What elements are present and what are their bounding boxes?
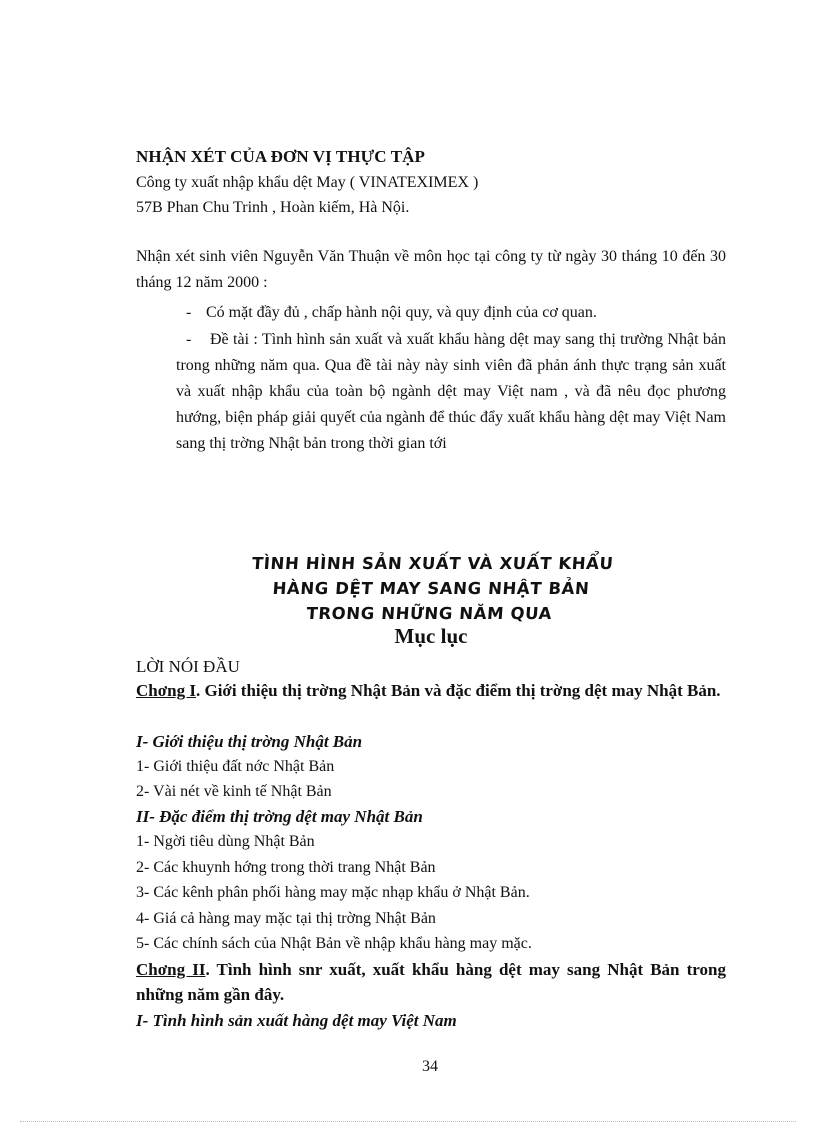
toc-title: Mục lục xyxy=(394,624,468,648)
toc-chapter-2 xyxy=(136,957,726,1007)
bullet-item xyxy=(186,300,726,326)
toc-item: 2- Các khuynh hớng trong thời trang Nhật Bản xyxy=(136,859,436,876)
report-title-line: TÌNH HÌNH SẢN XUẤT VÀ XUẤT KHẨU xyxy=(251,554,615,573)
page-number: 34 xyxy=(422,1058,438,1075)
toc-section: II- Đặc điểm thị trờng dệt may Nhật Bản xyxy=(136,807,423,826)
bullet-item xyxy=(176,327,726,457)
chapter-label: Chơng I xyxy=(136,681,196,700)
company-name: Công ty xuất nhập khẩu dệt May ( VINATEXIMEX ) xyxy=(136,174,479,191)
toc-chapter-1 xyxy=(136,678,726,703)
toc-item: 5- Các chính sách của Nhật Bản về nhập khẩu hàng may mặc. xyxy=(136,935,532,952)
toc-item: 4- Giá cả hàng may mặc tại thị trờng Nhật Bản xyxy=(136,910,436,927)
toc-item: 2- Vài nét về kinh tế Nhật Bản xyxy=(136,783,332,800)
evaluation-paragraph: Nhận xét sinh viên Nguyễn Văn Thuận về môn học tại công ty từ ngày 30 tháng 10 đến 30 tháng 12 năm 2000 : xyxy=(136,248,726,291)
toc-section: I- Tình hình sản xuất hàng dệt may Việt Nam xyxy=(136,1011,457,1030)
report-title-line: HÀNG DỆT MAY SANG NHẬT BẢN xyxy=(271,579,591,598)
company-address: 57B Phan Chu Trinh , Hoàn kiếm, Hà Nội. xyxy=(136,199,410,216)
page-border-dotted xyxy=(20,1121,796,1122)
toc-item: 3- Các kênh phân phối hàng may mặc nhạp khẩu ở Nhật Bản. xyxy=(136,884,530,901)
chapter-text: . Giới thiệu thị trờng Nhật Bản và đặc điểm thị trờng dệt may Nhật Bản. xyxy=(195,681,721,700)
bullet-text: Có mặt đầy đủ , chấp hành nội quy, và quy định của cơ quan. xyxy=(206,304,597,321)
toc-item: 1- Ngời tiêu dùng Nhật Bản xyxy=(136,833,315,850)
toc-item: 1- Giới thiệu đất nớc Nhật Bản xyxy=(136,758,335,775)
report-title-line: TRONG NHỮNG NĂM QUA xyxy=(305,604,553,623)
evaluation-heading: NHẬN XÉT CỦA ĐƠN VỊ THỰC TẬP xyxy=(136,147,426,166)
toc-section: I- Giới thiệu thị trờng Nhật Bản xyxy=(136,732,363,751)
chapter-text: . Tình hình snr xuất, xuất khẩu hàng dệt may sang Nhật Bản trong những năm gần đây. xyxy=(136,960,726,1004)
toc-preface: LỜI NÓI ĐẦU xyxy=(136,657,240,676)
bullet-text: Đề tài : Tình hình sản xuất và xuất khẩu hàng dệt may sang thị trường Nhật bản trong những năm qua. Qua đề tài này này sinh viên đã phản ánh thực trạng sản xuất và xuất nhập khẩu của toàn bộ ngành dệt may Việt nam , và đã nêu đọc phương hướng, biện pháp giải quyết của ngành để thúc đẩy xuất khẩu hàng dệt may Việt Nam sang thị trờng Nhật bản trong thời gian tới xyxy=(176,331,726,452)
chapter-label: Chơng II xyxy=(136,960,206,979)
bullet-mark: - xyxy=(186,304,192,321)
bullet-mark: - xyxy=(186,331,192,348)
report-title xyxy=(133,551,728,626)
